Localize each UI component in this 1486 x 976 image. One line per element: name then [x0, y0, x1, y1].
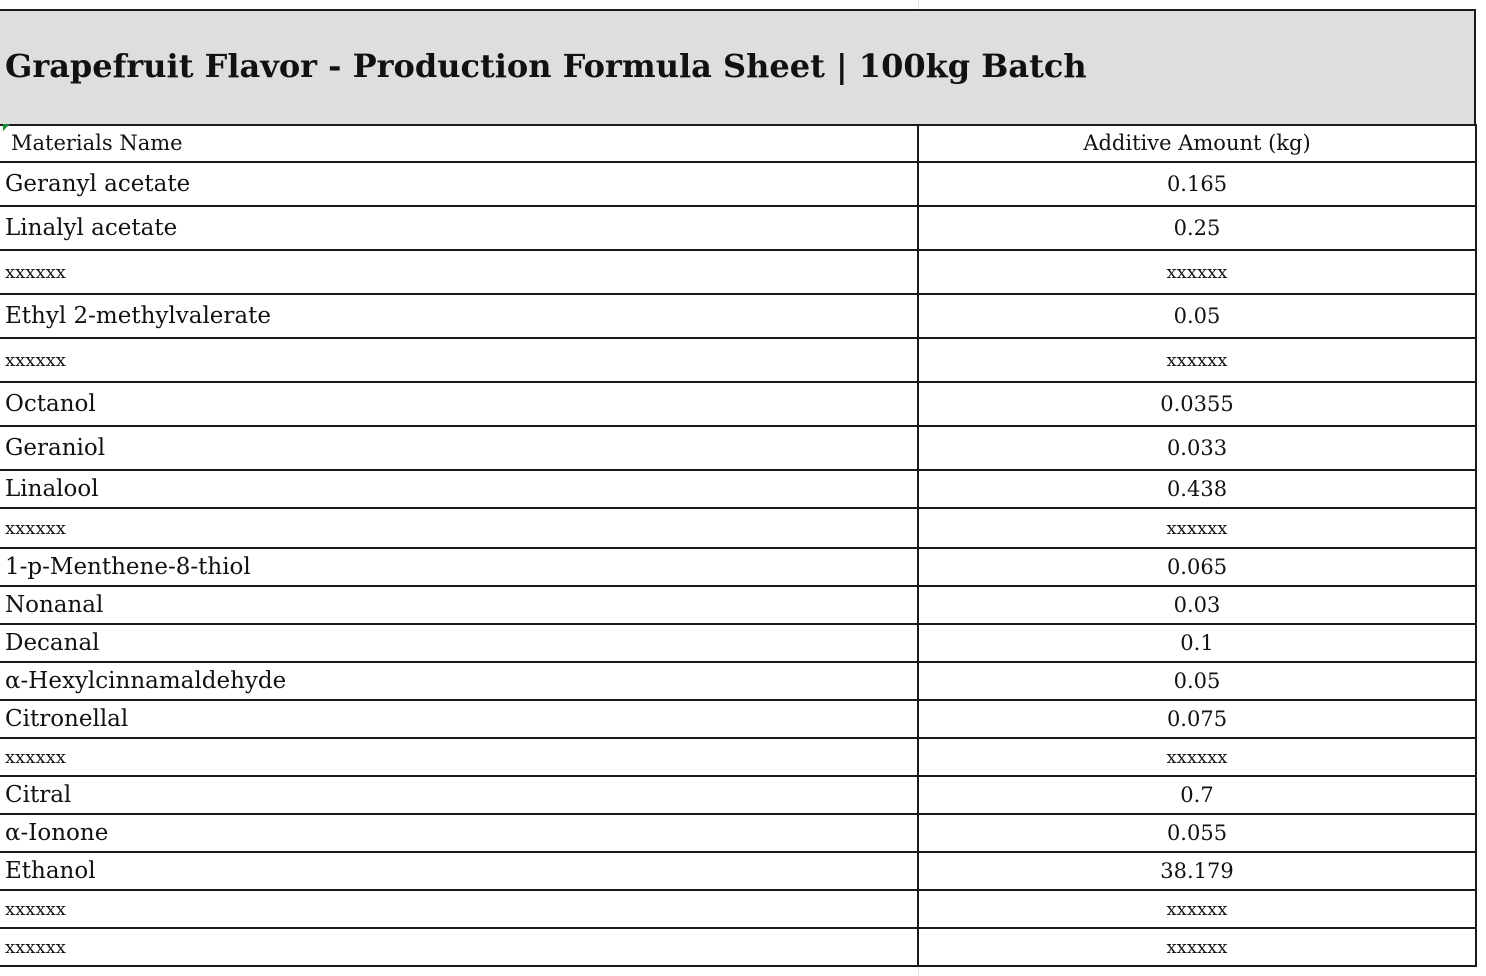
material-name-cell[interactable]: Nonanal [0, 586, 918, 624]
header-cell-additive-amount[interactable]: Additive Amount (kg) [918, 124, 1476, 162]
table-row [0, 338, 1476, 382]
additive-amount-cell[interactable]: xxxxxx [918, 250, 1476, 294]
material-name-cell[interactable]: xxxxxx [0, 338, 918, 382]
additive-amount-cell[interactable]: 0.1 [918, 624, 1476, 662]
material-name-cell[interactable]: Geraniol [0, 426, 918, 470]
additive-amount-cell[interactable]: 0.075 [918, 700, 1476, 738]
table-row [0, 624, 1476, 662]
table-row [0, 206, 1476, 250]
additive-amount-cell[interactable]: xxxxxx [918, 508, 1476, 548]
table-row [0, 426, 1476, 470]
additive-amount-cell[interactable]: 0.065 [918, 548, 1476, 586]
additive-amount-cell[interactable]: 0.05 [918, 662, 1476, 700]
header-cell-materials-name[interactable]: Materials Name [0, 124, 918, 162]
material-name-cell[interactable]: xxxxxx [0, 890, 918, 928]
material-name-cell[interactable]: xxxxxx [0, 508, 918, 548]
material-name-cell[interactable]: xxxxxx [0, 738, 918, 776]
table-row [0, 586, 1476, 624]
title-cell[interactable] [0, 9, 1476, 126]
table-row [0, 738, 1476, 776]
material-name-cell[interactable]: Linalyl acetate [0, 206, 918, 250]
material-name-cell[interactable]: Citral [0, 776, 918, 814]
table-row [0, 776, 1476, 814]
material-name-cell[interactable]: xxxxxx [0, 250, 918, 294]
additive-amount-cell[interactable]: 0.165 [918, 162, 1476, 206]
additive-amount-cell[interactable]: 38.179 [918, 852, 1476, 890]
additive-amount-cell[interactable]: 0.055 [918, 814, 1476, 852]
table-row [0, 294, 1476, 338]
material-name-cell[interactable]: xxxxxx [0, 928, 918, 966]
additive-amount-cell[interactable]: xxxxxx [918, 338, 1476, 382]
material-name-cell[interactable]: Geranyl acetate [0, 162, 918, 206]
table-row [0, 814, 1476, 852]
material-name-cell[interactable]: Ethyl 2-methylvalerate [0, 294, 918, 338]
table-row [0, 548, 1476, 586]
additive-amount-cell[interactable]: 0.438 [918, 470, 1476, 508]
additive-amount-cell[interactable]: 0.0355 [918, 382, 1476, 426]
table-row [0, 162, 1476, 206]
table-row [0, 662, 1476, 700]
additive-amount-cell[interactable]: 0.05 [918, 294, 1476, 338]
material-name-cell[interactable]: 1-p-Menthene-8-thiol [0, 548, 918, 586]
table-row [0, 700, 1476, 738]
table-row [0, 250, 1476, 294]
additive-amount-cell[interactable]: 0.7 [918, 776, 1476, 814]
table-row [0, 382, 1476, 426]
material-name-cell[interactable]: Ethanol [0, 852, 918, 890]
table-row [0, 928, 1476, 966]
sheet-title: Grapefruit Flavor - Production Formula Sheet | 100kg Batch [5, 47, 1087, 85]
table-row [0, 508, 1476, 548]
header-row [0, 124, 1476, 162]
additive-amount-cell[interactable]: 0.03 [918, 586, 1476, 624]
material-name-cell[interactable]: α-Hexylcinnamaldehyde [0, 662, 918, 700]
material-name-cell[interactable]: α-Ionone [0, 814, 918, 852]
table-row [0, 852, 1476, 890]
material-name-cell[interactable]: Citronellal [0, 700, 918, 738]
additive-amount-cell[interactable]: 0.25 [918, 206, 1476, 250]
additive-amount-cell[interactable]: xxxxxx [918, 928, 1476, 966]
additive-amount-cell[interactable]: xxxxxx [918, 738, 1476, 776]
table-row [0, 890, 1476, 928]
material-name-cell[interactable]: Octanol [0, 382, 918, 426]
table-row [0, 470, 1476, 508]
additive-amount-cell[interactable]: 0.033 [918, 426, 1476, 470]
material-name-cell[interactable]: Decanal [0, 624, 918, 662]
material-name-cell[interactable]: Linalool [0, 470, 918, 508]
additive-amount-cell[interactable]: xxxxxx [918, 890, 1476, 928]
cell-selection-marker [3, 124, 10, 131]
formula-table [0, 124, 1477, 967]
